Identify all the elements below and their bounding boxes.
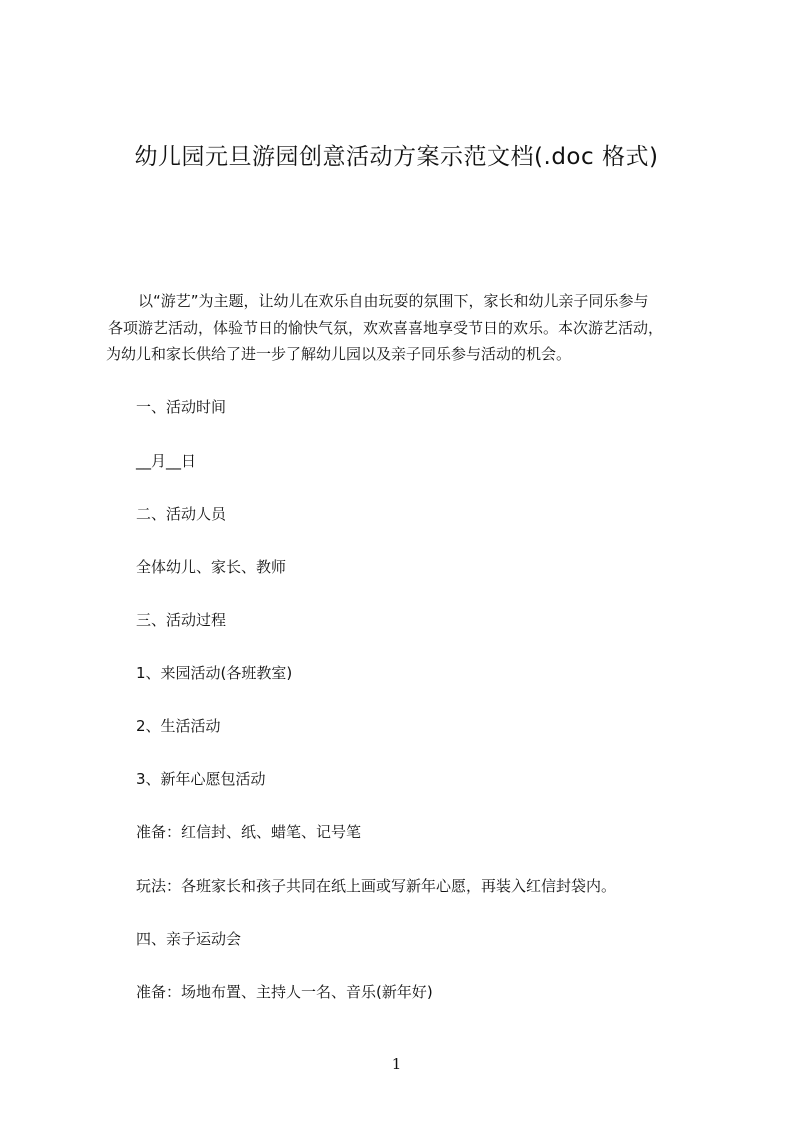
process-item-1: 1、来园活动(各班教室) xyxy=(136,664,293,682)
date-line: __月__日 xyxy=(136,452,197,470)
intro-line-1: 以“游艺”为主题，让幼儿在欢乐自由玩耍的氛围下，家长和幼儿亲子同乐参与 xyxy=(138,292,649,310)
page-number: 1 xyxy=(391,1055,402,1073)
gameplay-line: 玩法：各班家长和孩子共同在纸上画或写新年心愿，再装入红信封袋内。 xyxy=(136,877,617,895)
section-heading-sports: 四、亲子运动会 xyxy=(136,930,242,948)
intro-line-3: 为幼儿和家长供给了进一步了解幼儿园以及亲子同乐参与活动的机会。 xyxy=(106,345,572,363)
people-line: 全体幼儿、家长、教师 xyxy=(136,558,287,576)
intro-paragraph xyxy=(106,288,706,368)
section-heading-people: 二、活动人员 xyxy=(136,505,227,523)
process-item-3: 3、新年心愿包活动 xyxy=(136,770,266,788)
intro-line-2: 各项游艺活动，体验节日的愉快气氛，欢欢喜喜地享受节日的欢乐。本次游艺活动， xyxy=(108,318,664,337)
preparation-line: 准备：红信封、纸、蜡笔、记号笔 xyxy=(136,823,362,841)
process-item-2: 2、生活活动 xyxy=(136,717,221,735)
sports-preparation-line: 准备：场地布置、主持人一名、音乐(新年好) xyxy=(136,983,433,1001)
document-title: 幼儿园元旦游园创意活动方案示范文档(.doc 格式) xyxy=(134,144,659,170)
section-heading-process: 三、活动过程 xyxy=(136,611,227,629)
section-heading-time: 一、活动时间 xyxy=(136,398,227,416)
